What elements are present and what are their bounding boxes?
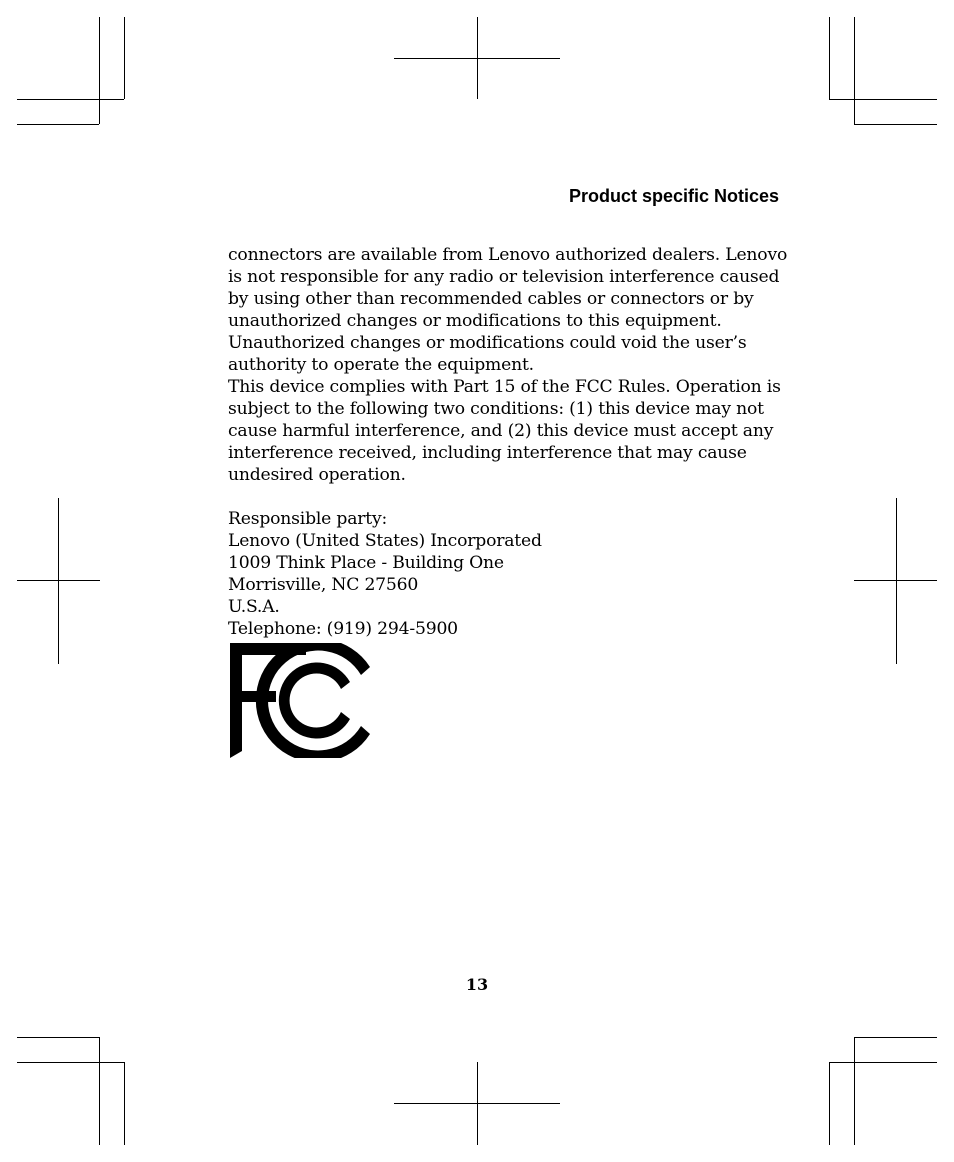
responsible-party-block (228, 508, 788, 640)
fcc-compliance-paragraph: This device complies with Part 15 of the FCC Rules. Operation is subject to the following two conditions: (1) this device may not cause harmful interference, and (2) this device must accept any interference received, including interference that may cause undesired operation. (228, 377, 781, 485)
telephone: Telephone: (919) 294-5900 (228, 619, 458, 639)
fcc-logo-icon (230, 643, 370, 758)
street-address: 1009 Think Place - Building One (228, 553, 504, 573)
responsible-party-label: Responsible party: (228, 509, 388, 529)
country: U.S.A. (228, 597, 280, 617)
city-state-zip: Morrisville, NC 27560 (228, 575, 419, 595)
paragraph-spacer (228, 486, 788, 508)
company-name: Lenovo (United States) Incorporated (228, 531, 542, 551)
page-header-title: Product specific Notices (568, 186, 779, 206)
page-number: 13 (465, 975, 489, 994)
notice-body (228, 244, 788, 640)
interference-paragraph: connectors are available from Lenovo authorized dealers. Lenovo is not responsible for any radio or television interference caused by using other than recommended cables or connectors or by unauthorized changes or modifications to this equipment. Unauthorized changes or modifications could void the user’s authority to operate the equipment. (228, 245, 788, 375)
